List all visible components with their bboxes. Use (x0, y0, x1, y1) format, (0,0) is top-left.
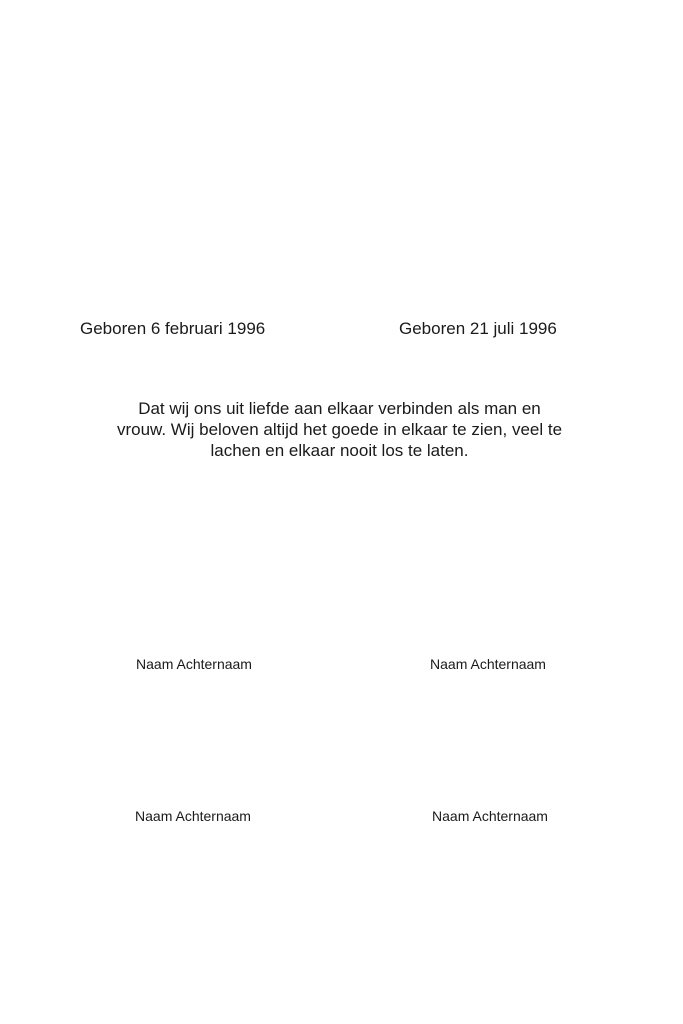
birth-date-right: Geboren 21 juli 1996 (399, 319, 557, 338)
signature-name-2: Naam Achternaam (430, 656, 546, 672)
vow-text: Dat wij ons uit liefde aan elkaar verbinden als man en vrouw. Wij beloven altijd het goede in elkaar te zien, veel te lachen en elkaar nooit los te laten. (116, 399, 563, 460)
birth-date-left: Geboren 6 februari 1996 (80, 319, 266, 338)
signature-name-4: Naam Achternaam (432, 808, 548, 824)
signature-name-1: Naam Achternaam (136, 656, 252, 672)
signature-name-3: Naam Achternaam (135, 808, 251, 824)
